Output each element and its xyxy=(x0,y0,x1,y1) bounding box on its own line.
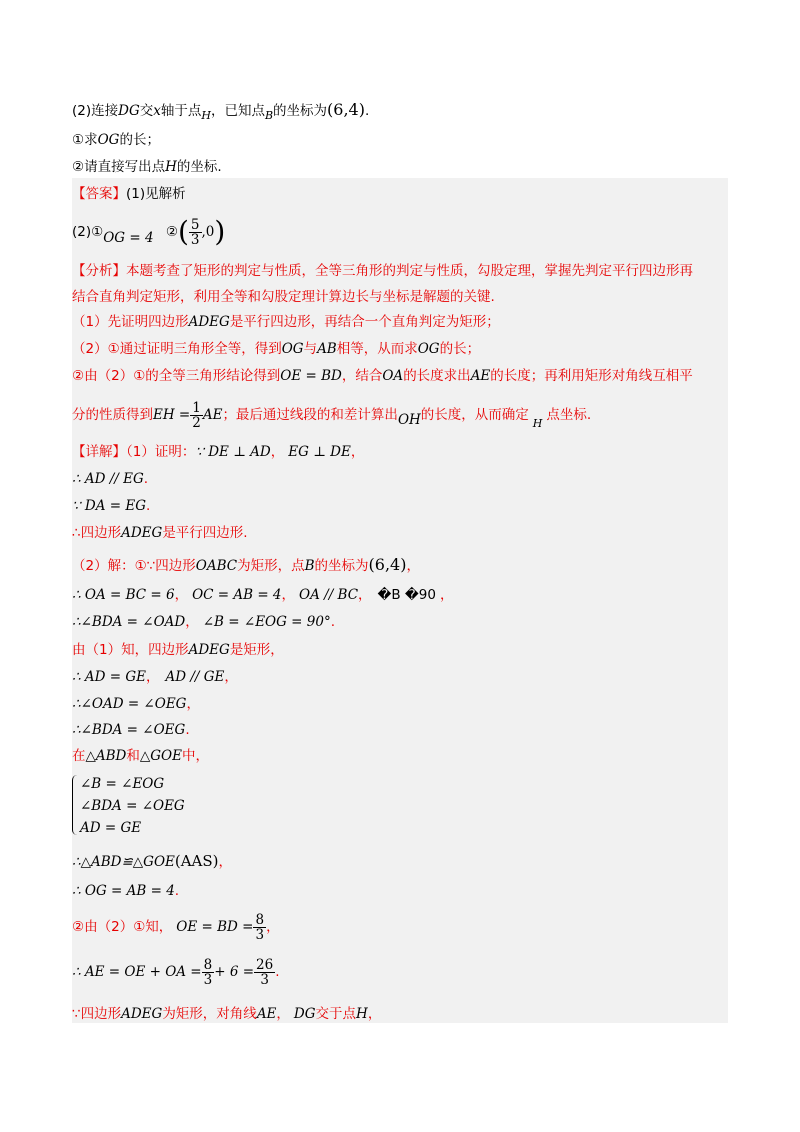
math: OABC xyxy=(195,558,238,574)
math: ∴ AD // EG xyxy=(72,471,144,487)
math: ADEG xyxy=(121,1006,163,1022)
denominator: 3 xyxy=(203,971,213,988)
text: 的长度求出 xyxy=(403,368,471,384)
math: AD // GE xyxy=(165,669,225,685)
analysis-line-4 xyxy=(72,340,480,358)
text: ， xyxy=(276,1006,290,1022)
math: ∵ DA = EG xyxy=(72,498,146,514)
fraction xyxy=(254,958,275,987)
text: ， xyxy=(224,669,238,685)
denominator: 3 xyxy=(260,971,269,988)
math: OG = 4 xyxy=(103,230,154,246)
text: ， xyxy=(218,854,233,870)
detail-line-13 xyxy=(72,852,232,871)
numerator: 26 xyxy=(256,956,274,973)
analysis-line-1 xyxy=(72,262,693,280)
math: + 6 = xyxy=(214,964,255,980)
text: 交于点 xyxy=(315,1006,357,1022)
answer-tag: 【答案】 xyxy=(72,186,126,202)
text: 本题考查了矩形的判定与性质，全等三角形的判定与性质，勾股定理，掌握先判定平行四边形再 xyxy=(126,263,693,279)
math: ∴∠BDA = ∠OAD xyxy=(72,614,186,630)
text: . xyxy=(146,498,151,514)
math: DG xyxy=(293,1006,316,1022)
text: （1）先证明四边形 xyxy=(72,314,189,330)
detail-line-7 xyxy=(72,613,335,631)
math: △ABD xyxy=(85,748,127,764)
question-sub1 xyxy=(72,131,160,149)
text: ， xyxy=(186,696,200,712)
text: ， xyxy=(358,587,372,603)
math: EG ⊥ DE xyxy=(288,444,351,460)
detail-line-4 xyxy=(72,524,248,542)
math: OG xyxy=(417,341,440,357)
text: ∴四边形 xyxy=(72,525,122,541)
math: ∴ OA = BC = 6 xyxy=(72,587,175,603)
paren: ) xyxy=(214,215,226,248)
text: 是平行四边形，再结合一个直角判定为矩形； xyxy=(229,314,500,330)
text: . xyxy=(364,103,370,119)
math: OE = BD = xyxy=(176,919,254,935)
math: B xyxy=(304,558,315,574)
text: 的长度，从而确定 xyxy=(420,407,529,423)
numerator: 5 xyxy=(190,216,200,233)
analysis-line-2 xyxy=(72,288,495,306)
fraction xyxy=(190,401,203,430)
question-sub2 xyxy=(72,158,222,176)
math: OA // BC xyxy=(299,587,359,603)
math: OA xyxy=(382,368,404,384)
detail-line-11 xyxy=(72,721,190,739)
detail-line-2 xyxy=(72,470,148,488)
text: . xyxy=(185,722,190,738)
math: OE = BD xyxy=(280,368,342,384)
math: OC = AB = 4 xyxy=(192,587,282,603)
text: ，结合 xyxy=(341,368,383,384)
analysis-line-6 xyxy=(72,397,591,434)
text: ∵四边形 xyxy=(72,1006,122,1022)
detail-line-12 xyxy=(72,747,209,765)
denominator: 2 xyxy=(192,414,201,431)
text: ①求 xyxy=(72,132,98,148)
answer-line xyxy=(72,185,186,203)
math: ∴ AD = GE xyxy=(72,669,146,685)
question-line xyxy=(72,101,369,121)
math: EH = xyxy=(153,407,191,423)
math: (6,4) xyxy=(327,100,365,119)
text: ②请直接写出点 xyxy=(72,159,166,175)
math: DG xyxy=(118,103,140,119)
detail-line-1 xyxy=(72,443,364,461)
fraction xyxy=(189,218,202,247)
math: H xyxy=(201,109,211,122)
text: （1）证明： xyxy=(126,444,196,460)
analysis-tag: 【分析】 xyxy=(72,263,126,279)
text: . xyxy=(174,883,180,899)
paren: ( xyxy=(177,215,189,248)
text: 和 xyxy=(126,748,140,764)
text: ， xyxy=(174,587,189,603)
math: ∴∠OAD = ∠OEG xyxy=(72,696,187,712)
system-line-1: ∠B = ∠EOG xyxy=(80,776,165,792)
detail-tag: 【详解】 xyxy=(72,444,126,460)
math: OH xyxy=(397,412,421,428)
text: (1)见解析 xyxy=(126,186,186,202)
system-brace xyxy=(72,775,79,835)
detail-line-16 xyxy=(72,955,280,989)
text: 由（1）知，四边形 xyxy=(72,642,189,658)
text: 为矩形，对角线 xyxy=(162,1006,257,1022)
detail-line-9 xyxy=(72,668,238,686)
text: ， xyxy=(281,587,296,603)
math: ∠B = ∠EOG = 90° xyxy=(202,614,331,630)
math: OG xyxy=(281,341,304,357)
text: 的坐标为 xyxy=(314,558,369,574)
math: ∴△ABD≌△GOE xyxy=(72,854,175,870)
text: 点坐标. xyxy=(546,407,592,423)
garbled-symbol: �B �90 xyxy=(377,587,436,603)
text: （2）解：①∵四边形 xyxy=(72,558,196,574)
text: ， xyxy=(406,558,420,574)
text: ， xyxy=(367,1006,382,1022)
text: 是矩形， xyxy=(229,642,284,658)
text: 在 xyxy=(72,748,86,764)
text: ，已知点 xyxy=(210,103,265,119)
math: (6,4) xyxy=(368,555,407,574)
text: 的坐标. xyxy=(176,159,222,175)
math: ADEG xyxy=(188,642,230,658)
text: 与 xyxy=(303,341,318,357)
numerator: 8 xyxy=(255,911,265,928)
math: H xyxy=(356,1006,368,1022)
detail-line-15 xyxy=(72,910,280,944)
system-line-3: AD = GE xyxy=(80,820,142,836)
text: ， xyxy=(266,919,280,935)
system-line-2: ∠BDA = ∠OEG xyxy=(80,798,185,814)
text: ②由（2）①知， xyxy=(72,919,173,935)
text: 为矩形，点 xyxy=(237,558,305,574)
text: . xyxy=(275,964,280,980)
answer-line-2 xyxy=(72,217,225,247)
math: AE xyxy=(470,368,491,384)
math: OG xyxy=(97,132,120,148)
text: ② xyxy=(165,224,178,240)
text: 的长； xyxy=(439,341,481,357)
detail-line-17 xyxy=(72,1005,381,1023)
text: ， xyxy=(350,444,365,460)
detail-line-10 xyxy=(72,695,200,713)
analysis-line-3 xyxy=(72,313,500,331)
math: ∴ AE = OE + OA = xyxy=(72,964,202,980)
text: 的坐标为 xyxy=(273,103,328,119)
text: 中， xyxy=(181,748,209,764)
text: 的长； xyxy=(119,132,160,148)
text: 分的性质得到 xyxy=(72,407,153,423)
text: ， xyxy=(439,587,454,603)
text: ， xyxy=(146,669,160,685)
math: H xyxy=(532,417,543,430)
math: H xyxy=(165,159,177,175)
math: △GOE xyxy=(139,748,182,764)
text: . xyxy=(143,471,149,487)
detail-line-3 xyxy=(72,497,150,515)
numerator: 8 xyxy=(203,956,213,973)
text: 是平行四边形. xyxy=(162,525,248,541)
math: ∵ DE ⊥ AD xyxy=(195,444,271,460)
math: ,0 xyxy=(201,224,215,240)
math: ∴∠BDA = ∠OEG xyxy=(72,722,186,738)
detail-line-6 xyxy=(72,586,453,604)
detail-line-14 xyxy=(72,882,179,900)
math: x xyxy=(153,103,161,119)
text: ；最后通过线段的和差计算出 xyxy=(222,407,398,423)
text: （2）①通过证明三角形全等，得到 xyxy=(72,341,282,357)
text: ， xyxy=(270,444,285,460)
text: (2)连接 xyxy=(72,103,119,119)
text: 相等，从而求 xyxy=(336,341,418,357)
text: 结合直角判定矩形，利用全等和勾股定理计算边长与坐标是解题的关键. xyxy=(72,289,495,305)
detail-line-5 xyxy=(72,556,420,575)
math: B xyxy=(264,109,274,122)
analysis-line-5 xyxy=(72,367,693,385)
fraction xyxy=(253,913,266,942)
detail-line-8 xyxy=(72,641,284,659)
math: AE xyxy=(202,407,223,423)
math: AB xyxy=(317,341,337,357)
fraction xyxy=(202,958,215,987)
text: 轴于点 xyxy=(160,103,202,119)
math: ∴ OG = AB = 4 xyxy=(72,883,175,899)
denominator: 3 xyxy=(190,231,200,248)
denominator: 3 xyxy=(255,926,265,943)
text: ②由（2）①的全等三角形结论得到 xyxy=(72,368,281,384)
math: ADEG xyxy=(188,314,230,330)
numerator: 1 xyxy=(192,399,201,416)
text: ， xyxy=(185,614,199,630)
math: AE xyxy=(256,1006,277,1022)
math: (AAS) xyxy=(174,852,219,870)
text: . xyxy=(330,614,336,630)
text: 交 xyxy=(139,103,154,119)
text: (2)① xyxy=(72,224,104,240)
math: ADEG xyxy=(121,525,163,541)
text: 的长度；再利用矩形对角线互相平 xyxy=(490,368,693,384)
